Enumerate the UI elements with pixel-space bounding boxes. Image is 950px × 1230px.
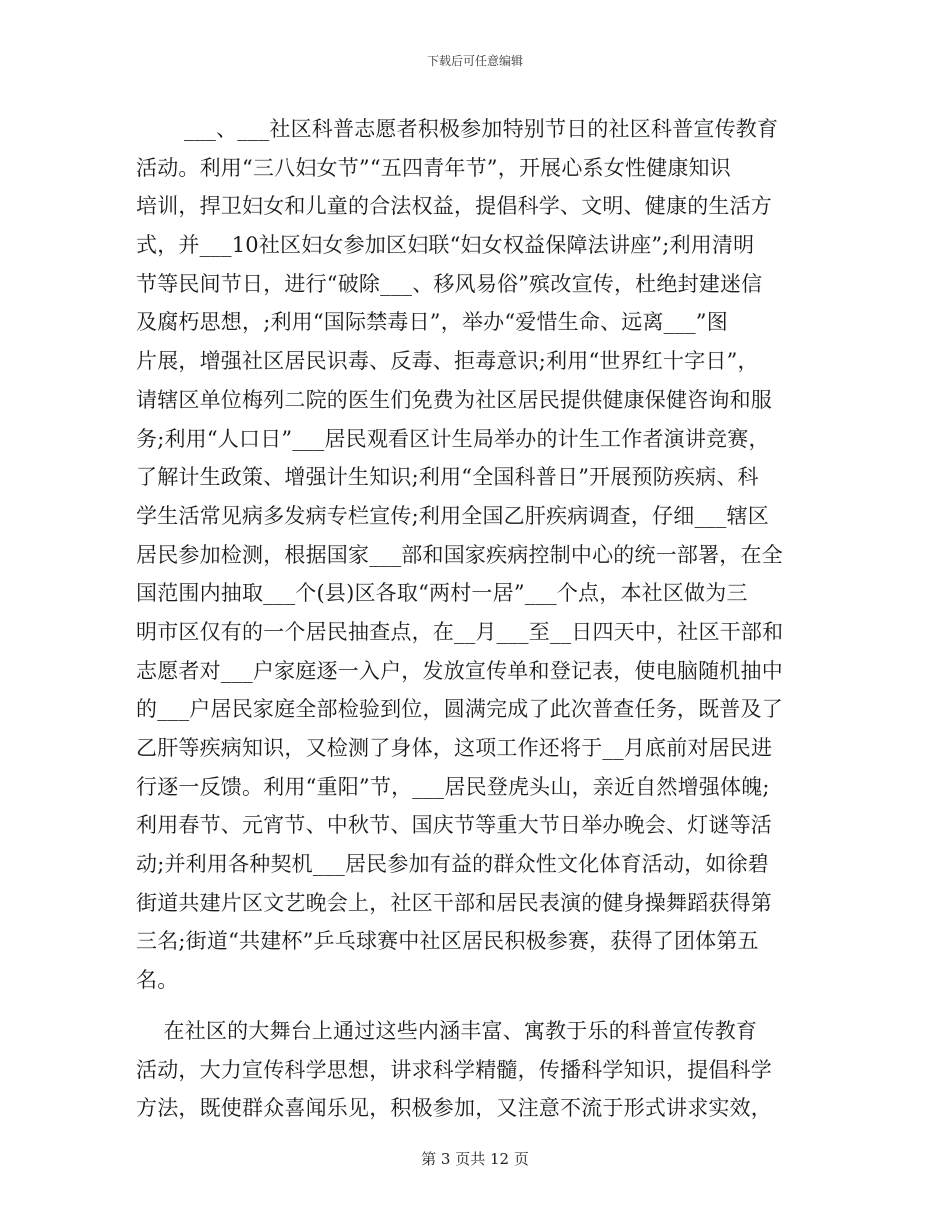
text-line: 动;并利用各种契机___居民参加有益的群众性文化体育活动，如徐碧	[136, 852, 769, 877]
text-line: 行逐一反馈。利用“重阳”节，___居民登虎头山，亲近自然增强体魄;	[136, 774, 770, 799]
text-line: 节等民间节日，进行“破除___、移风易俗”殡改宣传，杜绝封建迷信	[136, 271, 763, 296]
text-line: 名。	[136, 968, 179, 993]
document-body	[136, 110, 806, 1128]
paragraph	[136, 110, 806, 1000]
page-footer: 第 3 页共 12 页	[421, 1150, 529, 1168]
text-line: 活动。利用“三八妇女节”“五四青年节”，开展心系女性健康知识	[136, 155, 731, 180]
text-line: 在社区的大舞台上通过这些内涵丰富、寓教于乐的科普宣传教育	[136, 1018, 758, 1043]
text-line: 务;利用“人口日”___居民观看区计生局举办的计生工作者演讲竞赛，	[136, 426, 770, 451]
text-line: 三名;街道“共建杯”乒乓球赛中社区居民积极参赛，获得了团体第五	[136, 929, 759, 954]
text-line: 街道共建片区文艺晚会上，社区干部和居民表演的健身操舞蹈获得第	[136, 890, 772, 915]
text-line: 培训，捍卫妇女和儿童的合法权益，提倡科学、文明、健康的生活方	[136, 194, 772, 219]
text-line: 居民参加检测，根据国家___部和国家疾病控制中心的统一部署，在全	[136, 542, 783, 567]
text-line: 乙肝等疾病知识，又检测了身体，这项工作还将于__月底前对居民进	[136, 736, 773, 760]
text-line: 的___户居民家庭全部检验到位，圆满完成了此次普查任务，既普及了	[136, 697, 783, 722]
text-line: 请辖区单位梅列二院的医生们免费为社区居民提供健康保健咨询和服	[136, 387, 772, 412]
text-line: 活动，大力宣传科学思想，讲求科学精髓，传播科学知识，提倡科学	[136, 1057, 772, 1082]
text-line: 片展，增强社区居民识毒、反毒、拒毒意识;利用“世界红十字日”，	[136, 349, 759, 374]
text-line: 式，并___10社区妇女参加区妇联“妇女权益保障法讲座”;利用清明	[136, 233, 755, 258]
text-line: 方法，既使群众喜闻乐见，积极参加，又注意不流于形式讲求实效，	[136, 1096, 772, 1121]
text-line: 利用春节、元宵节、中秋节、国庆节等重大节日举办晚会、灯谜等活	[136, 813, 772, 838]
paragraph	[136, 1012, 806, 1128]
text-line: 明市区仅有的一个居民抽查点，在__月___至__日四天中，社区干部和	[136, 619, 784, 644]
text-line: 国范围内抽取___个(县)区各取“两村一居”___个点，本社区做为三	[136, 581, 748, 606]
text-line: ___、___社区科普志愿者积极参加特别节日的社区科普宣传教育	[184, 117, 779, 141]
text-line: 志愿者对___户家庭逐一入户，发放宣传单和登记表，使电脑随机抽中	[136, 658, 783, 683]
page-header: 下载后可任意编辑	[426, 54, 523, 68]
text-line: 了解计生政策、增强计生知识;利用“全国科普日”开展预防疾病、科	[136, 465, 759, 490]
text-line: 学生活常见病多发病专栏宣传;利用全国乙肝疾病调查，仔细___辖区	[136, 503, 769, 528]
text-line: 及腐朽思想，;利用“国际禁毒日”，举办“爱惜生命、远离___”图	[136, 310, 728, 335]
